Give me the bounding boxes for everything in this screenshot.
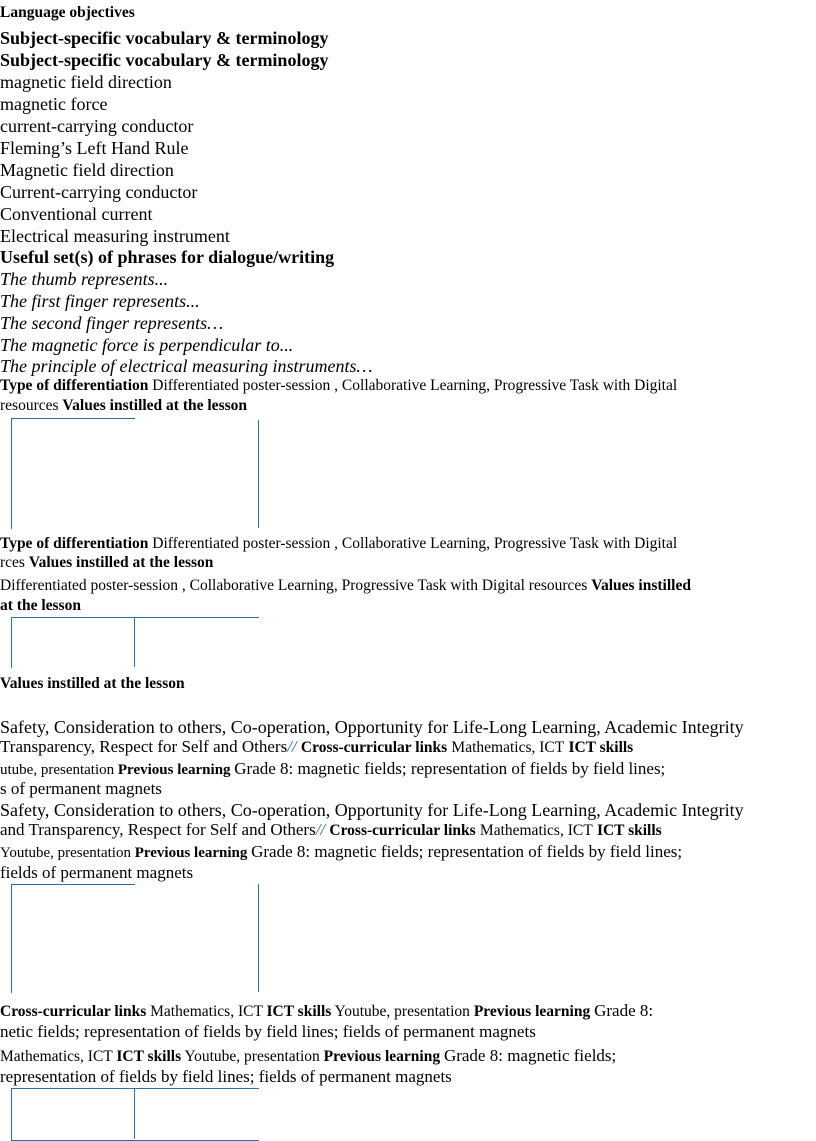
prev-text: Grade 8:: [594, 1001, 654, 1020]
cross-text: Mathematics, ICT: [0, 1048, 113, 1065]
cross-label: Cross-curricular links: [0, 1003, 147, 1020]
phrase-item: The magnetic force is perpendicular to...: [0, 335, 294, 355]
vocab-item: Electrical measuring instrument: [0, 226, 230, 246]
diff-text: Differentiated poster-session , Collaborative Learning, Progressive Task with Digital: [152, 377, 678, 394]
ict-label: ICT skills: [266, 1003, 332, 1020]
prev-text: Grade 8: magnetic fields; representation of fields by field lines;: [251, 842, 683, 861]
cross-text: Mathematics, ICT: [451, 739, 565, 756]
diff-line-3: [0, 536, 677, 552]
ict-text: Youtube, presentation: [0, 845, 131, 861]
values-line-1: [0, 718, 744, 736]
prev-text: Grade 8: magnetic fields; representation of fields by field lines;: [234, 759, 666, 778]
diff-line-1: [0, 378, 677, 394]
vocab-heading: Subject-specific vocabulary & terminology: [0, 50, 329, 70]
phrase-item: The thumb represents...: [0, 269, 169, 289]
table-cell-divider: [134, 618, 135, 667]
cross-text: Mathematics, ICT: [479, 822, 593, 839]
phrases-heading: Useful set(s) of phrases for dialogue/writing: [0, 247, 335, 267]
values-label-part: Values instilled: [591, 577, 691, 594]
prev-label: Previous learning: [117, 762, 231, 778]
ict-line-1: [0, 760, 665, 778]
cross-text: Mathematics, ICT: [150, 1003, 263, 1020]
prev-line-1: s of permanent magnets: [0, 779, 162, 798]
ict-label: ICT skills: [596, 822, 662, 839]
prev-line-4: representation of fields by field lines; fields of permanent magnets: [0, 1067, 452, 1086]
cross-line-1: [0, 1002, 653, 1020]
values-label: Values instilled at the lesson: [28, 554, 214, 571]
diff-line-2: [0, 398, 247, 414]
ict-text: Youtube, presentation: [184, 1048, 320, 1065]
values-line-3: [0, 801, 744, 819]
prev-label: Previous learning: [134, 845, 248, 861]
values-text: Safety, Consideration to others, Co-operation, Opportunity for Life-Long Learning, Academic Integrity: [0, 717, 744, 737]
diff-text: Differentiated poster-session , Collaborative Learning, Progressive Task with Digital: [152, 535, 678, 552]
values-heading: Values instilled at the lesson: [0, 675, 185, 692]
language-objectives-heading: Language objectives: [0, 4, 135, 21]
type-diff-label: Type of differentiation: [0, 535, 149, 552]
prev-text: Grade 8: magnetic fields;: [443, 1046, 617, 1065]
ict-text: utube, presentation: [0, 762, 115, 778]
ict-text: Youtube, presentation: [334, 1003, 470, 1020]
vocab-bullet-line: [0, 29, 328, 47]
values-text: and Transparency, Respect for Self and Others: [0, 820, 316, 839]
ict-label: ICT skills: [116, 1048, 182, 1065]
table-cell-divider: [258, 884, 259, 992]
prev-line-2: fields of permanent magnets: [0, 863, 194, 882]
values-label: Values instilled at the lesson: [62, 397, 247, 414]
diff-line-4: [0, 555, 213, 571]
phrase-item: The second finger represents…: [0, 313, 224, 333]
type-diff-label: Type of differentiation: [0, 377, 149, 394]
diff-text: resources: [0, 397, 59, 414]
prev-line-3: netic fields; representation of fields by field lines; fields of permanent magnets: [0, 1022, 536, 1041]
values-line-2: [0, 738, 633, 756]
values-text: Transparency, Respect for Self and Others: [0, 737, 288, 756]
vocab-item: Magnetic field direction: [0, 160, 174, 180]
vocab-bullet-text: Subject-specific vocabulary & terminology: [0, 28, 329, 48]
double-mark-icon: //: [315, 820, 326, 839]
diff-text: Differentiated poster-session , Collaborative Learning, Progressive Task with Digital resources: [0, 577, 588, 594]
table-row-frame: [11, 617, 259, 668]
vocab-item: Fleming’s Left Hand Rule: [0, 138, 189, 158]
prev-label: Previous learning: [323, 1048, 441, 1065]
vocab-item: Current-carrying conductor: [0, 182, 198, 202]
vocab-item: Conventional current: [0, 204, 153, 224]
table-cell-divider: [258, 420, 259, 528]
values-line-4: [0, 821, 662, 839]
table-row-frame: [11, 1088, 259, 1141]
diff-text: rces: [0, 554, 25, 571]
table-cell-divider: [134, 1089, 135, 1139]
values-text: Safety, Consideration to others, Co-operation, Opportunity for Life-Long Learning, Academic Integrity: [0, 800, 744, 820]
vocab-item: current-carrying conductor: [0, 116, 194, 136]
prev-label: Previous learning: [473, 1003, 591, 1020]
double-mark-icon: //: [287, 737, 297, 756]
ict-label: ICT skills: [568, 739, 634, 756]
cross-label: Cross-curricular links: [329, 822, 476, 839]
cross-label: Cross-curricular links: [300, 739, 448, 756]
phrase-item: The first finger represents...: [0, 291, 200, 311]
values-at-line: at the lesson: [0, 597, 81, 614]
ict-line-2: [0, 843, 682, 861]
phrase-item: The principle of electrical measuring instruments…: [0, 356, 373, 376]
diff-line-5: [0, 578, 691, 594]
table-cell-frame: [11, 418, 135, 529]
cross-line-2: [0, 1047, 616, 1065]
vocab-item: magnetic force: [0, 94, 108, 114]
vocab-item: magnetic field direction: [0, 72, 172, 92]
table-cell-frame: [11, 884, 135, 993]
